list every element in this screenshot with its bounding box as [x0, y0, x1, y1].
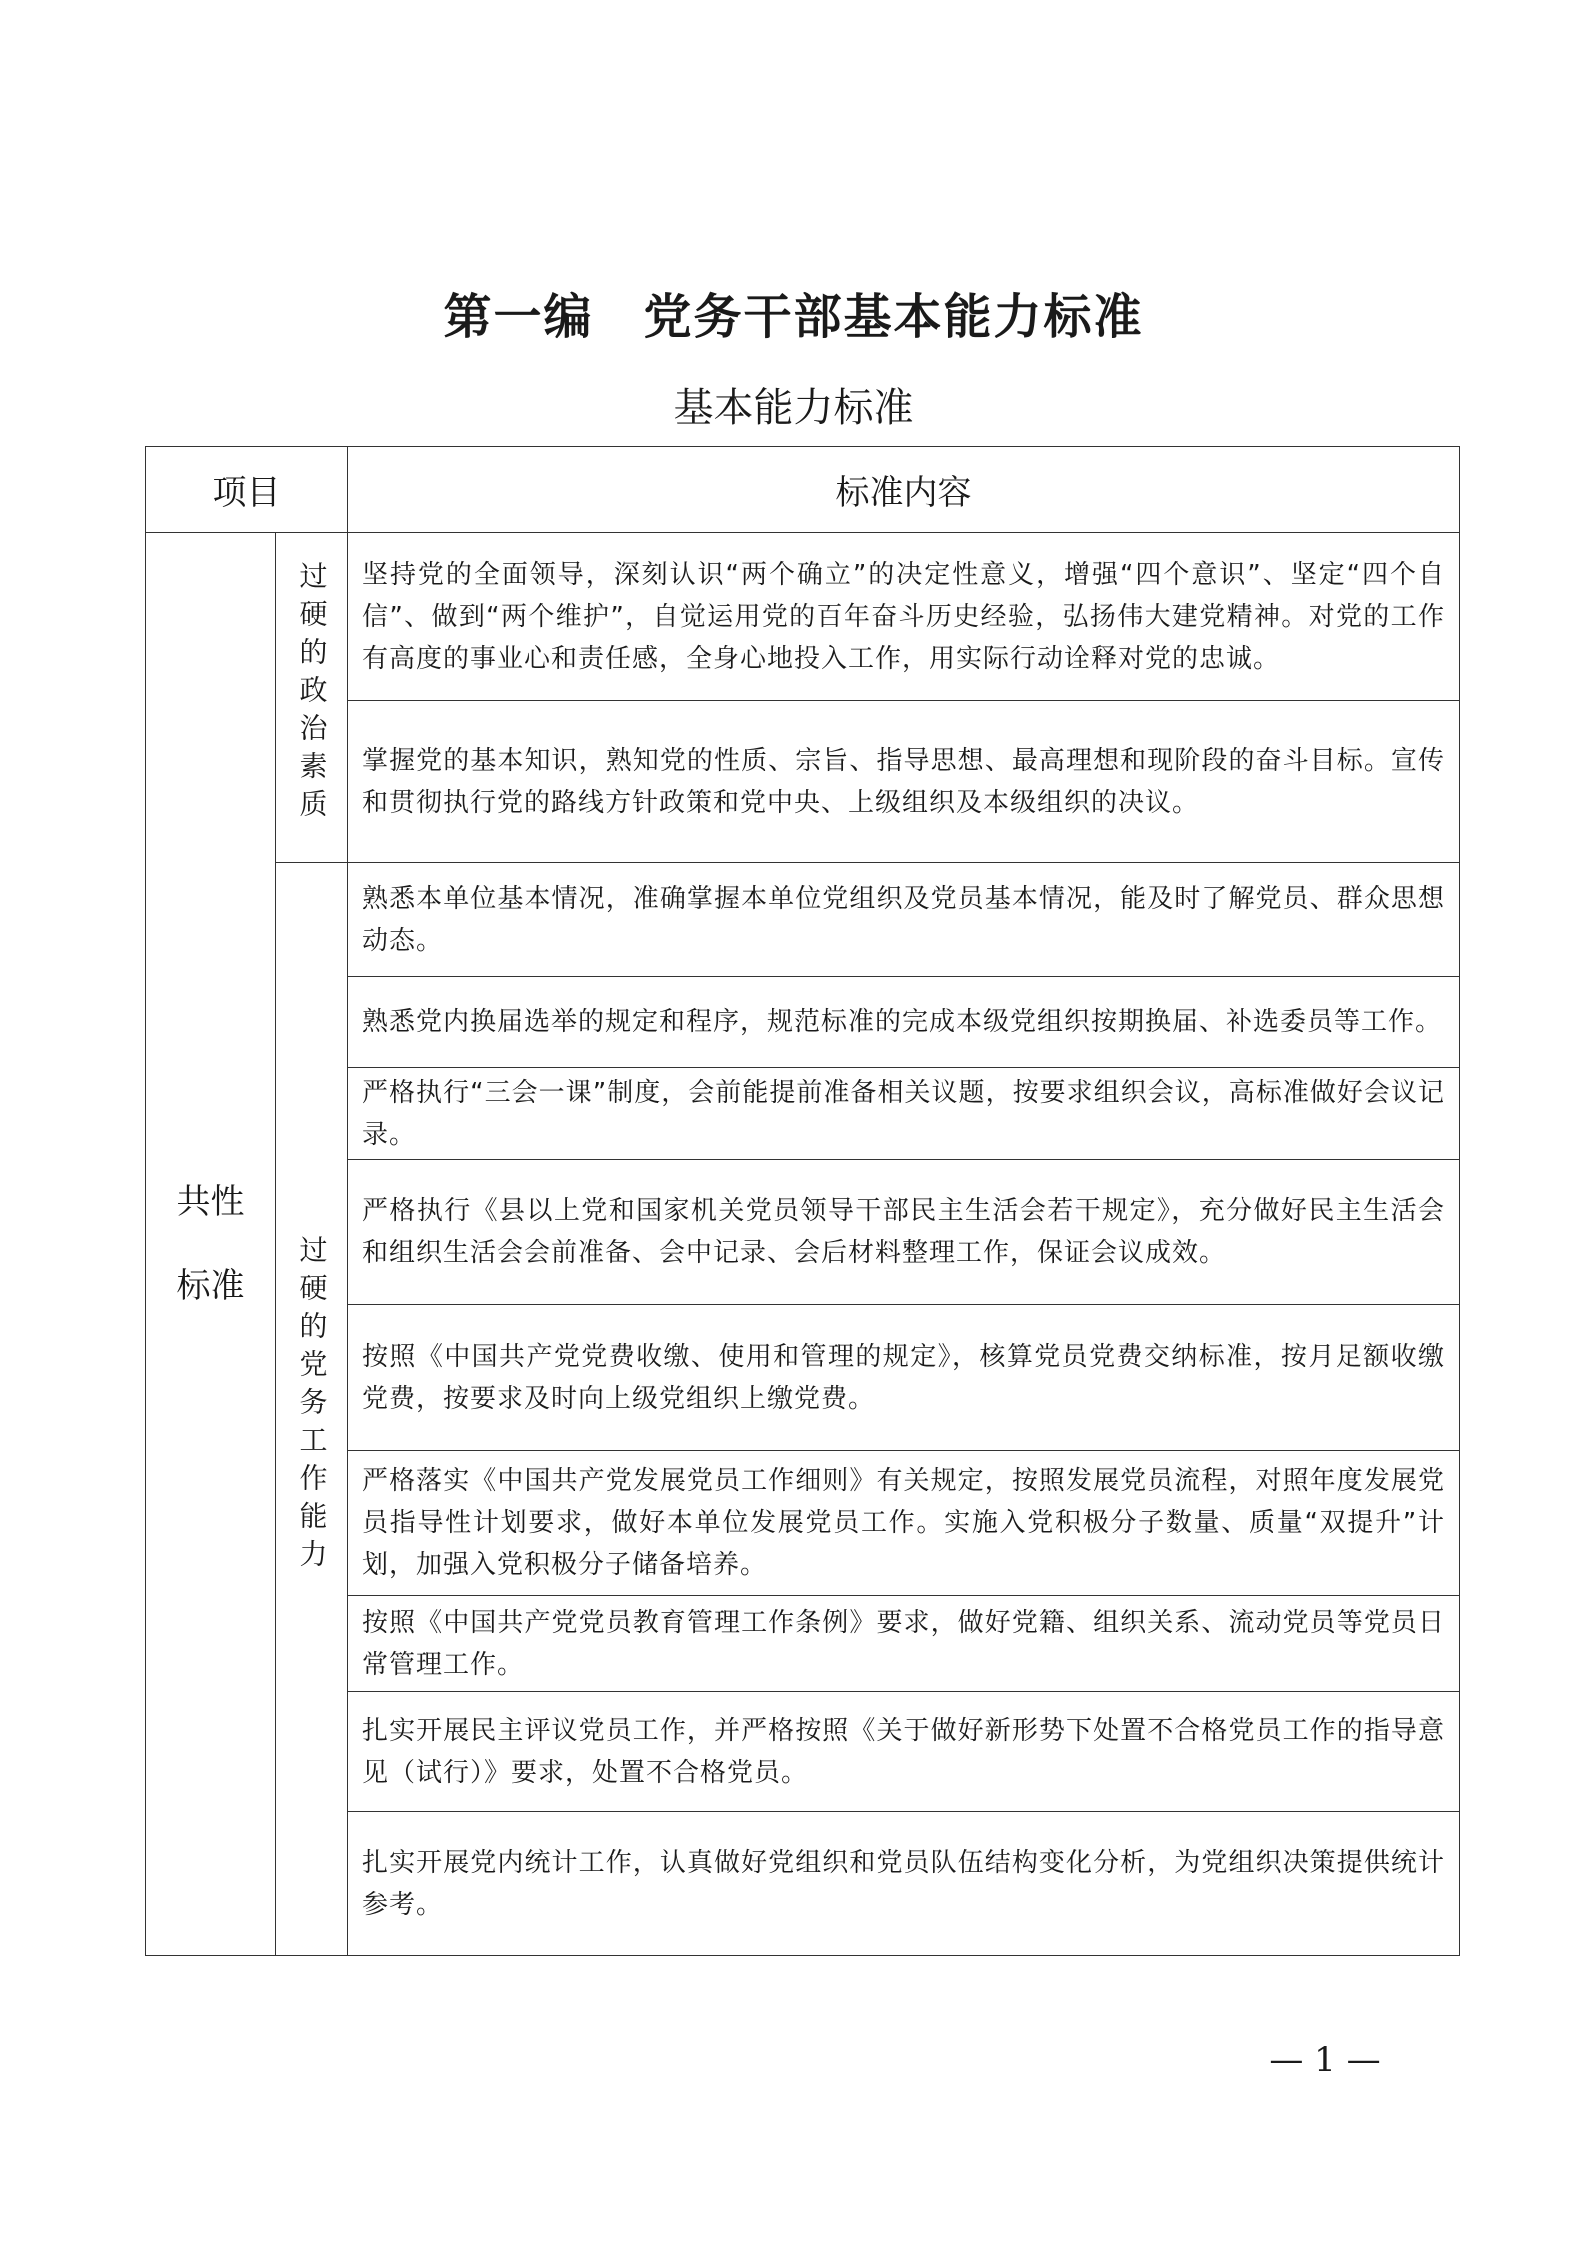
- table-row: [146, 533, 1460, 701]
- standards-table: [145, 446, 1460, 1956]
- group-label-cell: [276, 863, 348, 1956]
- standard-content: 扎实开展民主评议党员工作，并严格按照《关于做好新形势下处置不合格党员工作的指导意见（试行）》要求，处置不合格党员。: [348, 1692, 1460, 1812]
- standard-content: 严格执行《县以上党和国家机关党员领导干部民主生活会若干规定》，充分做好民主生活会和组织生活会会前准备、会中记录、会后材料整理工作，保证会议成效。: [348, 1160, 1460, 1305]
- group-label-cell: [276, 533, 348, 863]
- page-title: 第一编 党务干部基本能力标准: [443, 289, 1144, 345]
- category-cell: [146, 533, 276, 1956]
- category-label-line2: 标准: [176, 1266, 245, 1306]
- table-title: 基本能力标准: [673, 385, 914, 431]
- standard-content: 掌握党的基本知识，熟知党的性质、宗旨、指导思想、最高理想和现阶段的奋斗目标。宣传和贯彻执行党的路线方针政策和党中央、上级组织及本级组织的决议。: [348, 701, 1460, 863]
- standard-content: 严格落实《中国共产党发展党员工作细则》有关规定，按照发展党员流程，对照年度发展党员指导性计划要求，做好本单位发展党员工作。实施入党积极分子数量、质量“双提升”计划，加强入党积极分子储备培养。: [348, 1451, 1460, 1596]
- header-content: 标准内容: [348, 447, 1460, 533]
- category-label-line1: 共性: [176, 1182, 245, 1222]
- group-label: 过硬的党务工作能力: [295, 1234, 329, 1577]
- page-number: — 1 —: [1269, 2040, 1381, 2080]
- standard-content: 熟悉本单位基本情况，准确掌握本单位党组织及党员基本情况，能及时了解党员、群众思想动态。: [348, 863, 1460, 977]
- standard-content: 严格执行“三会一课”制度，会前能提前准备相关议题，按要求组织会议，高标准做好会议记录。: [348, 1068, 1460, 1160]
- standard-content: 按照《中国共产党党费收缴、使用和管理的规定》，核算党员党费交纳标准，按月足额收缴党费，按要求及时向上级党组织上缴党费。: [348, 1305, 1460, 1451]
- standard-content: 熟悉党内换届选举的规定和程序，规范标准的完成本级党组织按期换届、补选委员等工作。: [348, 977, 1460, 1068]
- table-row: [146, 863, 1460, 977]
- group-label: 过硬的政治素质: [295, 561, 329, 827]
- standard-content: 坚持党的全面领导，深刻认识“两个确立”的决定性意义，增强“四个意识”、坚定“四个自信”、做到“两个维护”，自觉运用党的百年奋斗历史经验，弘扬伟大建党精神。对党的工作有高度的事业心和责任感，全身心地投入工作，用实际行动诠释对党的忠诚。: [348, 533, 1460, 701]
- standard-content: 按照《中国共产党党员教育管理工作条例》要求，做好党籍、组织关系、流动党员等党员日常管理工作。: [348, 1596, 1460, 1692]
- table-header-row: [146, 447, 1460, 533]
- standard-content: 扎实开展党内统计工作，认真做好党组织和党员队伍结构变化分析，为党组织决策提供统计参考。: [348, 1812, 1460, 1956]
- header-item: 项目: [146, 447, 348, 533]
